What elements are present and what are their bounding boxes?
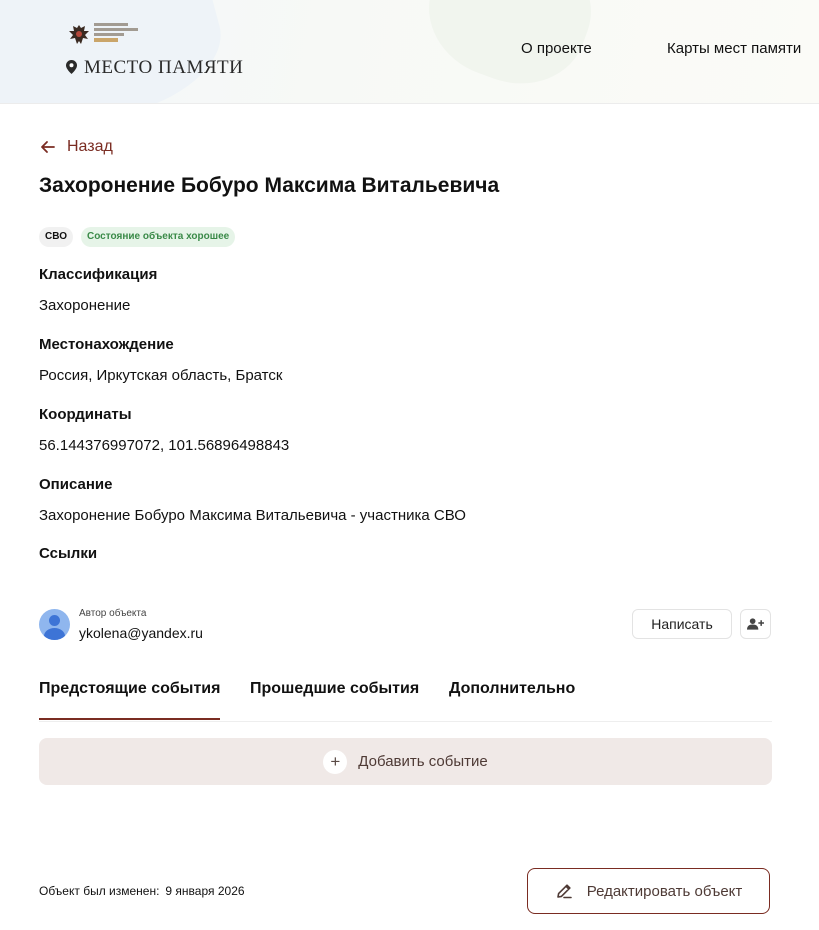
arrow-left-icon [39,140,57,154]
logo-org-name [94,23,140,44]
coordinates-label: Координаты [39,406,132,423]
plus-icon: + [323,750,347,774]
tab-additional[interactable]: Дополнительно [449,680,576,697]
emblem-icon[interactable] [66,22,92,48]
classification-value: Захоронение [39,297,131,314]
add-event-label: Добавить событие [358,753,488,770]
events-tabs [39,680,772,722]
edit-object-button[interactable] [527,868,770,914]
modified-info [39,884,245,898]
site-header [0,0,819,104]
status-badge: Состояние объекта хорошее [81,227,235,247]
page-title: Захоронение Бобуро Максима Витальевича [39,174,500,197]
brand-name[interactable]: МЕСТО ПАМЯТИ [84,57,244,78]
location-value: Россия, Иркутская область, Братск [39,367,283,384]
links-label: Ссылки [39,545,98,562]
back-link[interactable] [39,138,113,156]
add-user-icon [747,617,764,631]
back-label: Назад [67,138,113,155]
description-value: Захоронение Бобуро Максима Витальевича - участника СВО [39,507,466,524]
header-decoration [0,0,235,104]
tab-past-events[interactable]: Прошедшие события [250,680,420,697]
map-pin-icon [66,60,77,74]
user-avatar-icon [39,609,70,640]
author-email[interactable]: ykolena@yandex.ru [79,625,203,641]
modified-date: 9 января 2026 [165,884,245,898]
tag-badge: СВО [39,227,73,247]
pencil-icon [555,882,573,900]
description-label: Описание [39,476,113,493]
location-label: Местонахождение [39,336,174,353]
nav-about[interactable]: О проекте [521,40,592,57]
tab-upcoming-events[interactable]: Предстоящие события [39,680,221,697]
modified-label: Объект был изменен: [39,884,160,898]
add-event-button[interactable] [39,738,772,785]
badge-row [39,227,235,247]
author-label: Автор объекта [79,608,147,619]
classification-label: Классификация [39,266,158,283]
nav-maps[interactable]: Карты мест памяти [667,40,802,57]
coordinates-value: 56.144376997072, 101.56896498843 [39,437,290,454]
edit-object-label: Редактировать объект [586,882,743,900]
write-button[interactable]: Написать [632,609,732,639]
add-user-button[interactable] [740,609,771,639]
